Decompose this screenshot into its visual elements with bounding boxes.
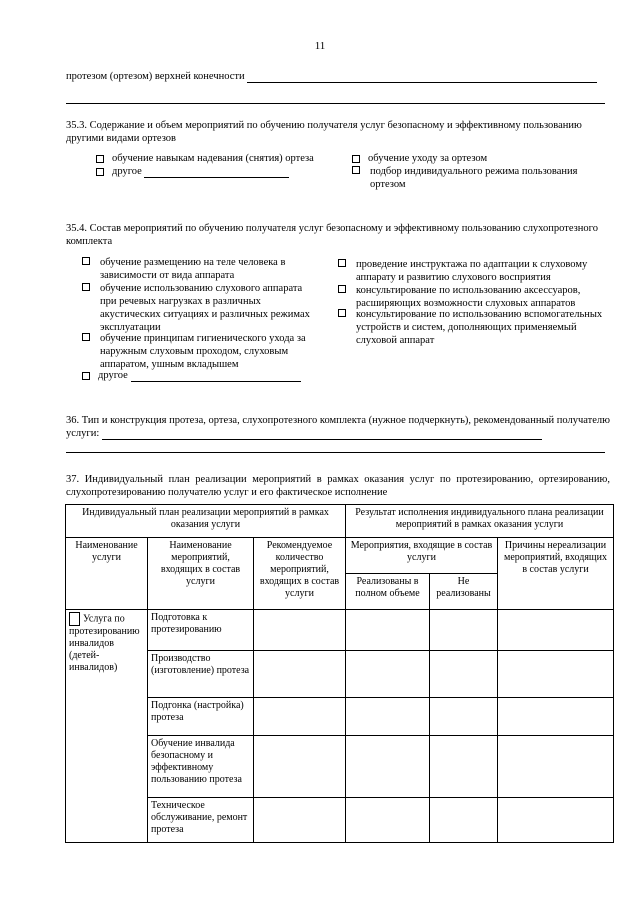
col-header-activities: Наименование мероприятий, входящих в состав услуги [148,538,254,610]
section-36-title: 36. Тип и конструкция протеза, ортеза, слухопротезного комплекта (нужное подчеркнуть), рекомендованный получателю услуги: [66,415,610,440]
not-cell[interactable] [430,651,498,698]
service-cell: Услуга по протезированию инвалидов (детей-инвалидов) [66,610,148,843]
activity-name: Обучение инвалида безопасному и эффективному пользованию протеза [148,736,254,798]
table-row [66,651,614,698]
activity-name: Техническое обслуживание, ремонт протеза [148,798,254,843]
recommended-cell[interactable] [254,610,346,651]
col-header-recommended: Рекомендуемое количество мероприятий, входящих в состав услуги [254,538,346,610]
full-cell[interactable] [346,651,430,698]
not-cell[interactable] [430,736,498,798]
checkbox[interactable] [82,283,90,291]
prosthesis-upper-limb-label: протезом (ортезом) верхней конечности [66,71,245,82]
reasons-cell[interactable] [498,736,614,798]
option-35-3-care[interactable]: обучение уходу за ортезом [352,152,487,165]
table-group-result: Результат исполнения индивидуального плана реализации мероприятий в рамках оказания услуги [346,505,614,538]
blank-line[interactable] [66,103,605,104]
page-number: 11 [314,40,326,52]
recommended-type-field[interactable] [102,429,542,440]
implementation-plan-table [65,504,614,843]
prosthesis-upper-limb-line [66,70,605,83]
service-checkbox[interactable] [69,612,80,626]
section-35-4-title: 35.4. Состав мероприятий по обучению получателя услуг безопасному и эффективному пользованию слухопротезного комплекта [66,223,598,248]
checkbox[interactable] [338,259,346,267]
other-field[interactable] [131,371,301,382]
checkbox[interactable] [352,166,360,174]
checkbox[interactable] [352,155,360,163]
section-35-3-title: 35.3. Содержание и объем мероприятий по обучению получателя услуг безопасному и эффективному пользованию другими видами ортезов [66,120,582,145]
option-35-4-hygiene[interactable]: обучение принципам гигиенического ухода за наружным слуховым проходом, слуховым аппаратом, ушным вкладышем [82,332,312,371]
checkbox[interactable] [82,372,90,380]
recommended-cell[interactable] [254,798,346,843]
not-cell[interactable] [430,698,498,736]
option-35-4-accessories[interactable]: консультирование по использованию аксессуаров, расширяющих возможности слуховых аппаратов [338,284,603,310]
table-row [66,736,614,798]
activity-name: Производство (изготовление) протеза [148,651,254,698]
option-35-3-mode[interactable]: подбор индивидуального режима пользования ортезом [352,165,592,191]
checkbox[interactable] [96,155,104,163]
reasons-cell[interactable] [498,698,614,736]
option-35-4-other[interactable]: другое [82,369,301,382]
option-35-4-instruction[interactable]: проведение инструктажа по адаптации к слуховому аппарату и развитию слухового восприятия [338,258,603,284]
checkbox[interactable] [338,285,346,293]
col-header-service: Наименование услуги [66,538,148,610]
option-35-3-other[interactable]: другое [96,165,289,178]
recommended-cell[interactable] [254,698,346,736]
checkbox[interactable] [96,168,104,176]
option-35-4-placement[interactable]: обучение размещению на теле человека в зависимости от вида аппарата [82,256,312,282]
col-header-full: Реализованы в полном объеме [346,574,430,610]
checkbox[interactable] [82,333,90,341]
table-row [66,610,614,651]
option-35-4-assistive-devices[interactable]: консультирование по использованию вспомогательных устройств и систем, дополняющих применяемый слуховой аппарат [338,308,603,347]
full-cell[interactable] [346,736,430,798]
table-row [66,798,614,843]
not-cell[interactable] [430,610,498,651]
reasons-cell[interactable] [498,798,614,843]
col-header-reasons: Причины нереализации мероприятий, входящих в состав услуги [498,538,614,610]
checkbox[interactable] [82,257,90,265]
checkbox[interactable] [338,309,346,317]
section-37-title: 37. Индивидуальный план реализации мероприятий в рамках оказания услуг по протезированию, ортезированию, слухопротезированию получателю услуг и его фактическое исполнение [66,474,610,499]
option-35-4-speech-loads[interactable]: обучение использованию слухового аппарата при речевых нагрузках в различных акустических ситуациях и различных режимах эксплуатации [82,282,312,335]
blank-line[interactable] [66,452,605,453]
activity-name: Подготовка к протезированию [148,610,254,651]
activity-name: Подгонка (настройка) протеза [148,698,254,736]
full-cell[interactable] [346,798,430,843]
reasons-cell[interactable] [498,610,614,651]
col-header-not: Не реализованы [430,574,498,610]
not-cell[interactable] [430,798,498,843]
other-field[interactable] [144,167,289,178]
table-group-plan: Индивидуальный план реализации мероприятий в рамках оказания услуги [66,505,346,538]
reasons-cell[interactable] [498,651,614,698]
recommended-cell[interactable] [254,651,346,698]
prosthesis-upper-limb-field[interactable] [247,71,597,83]
recommended-cell[interactable] [254,736,346,798]
full-cell[interactable] [346,610,430,651]
col-header-included: Мероприятия, входящие в состав услуги [346,538,498,574]
full-cell[interactable] [346,698,430,736]
option-35-3-donning[interactable]: обучение навыкам надевания (снятия) ортеза [96,152,314,165]
table-row [66,698,614,736]
